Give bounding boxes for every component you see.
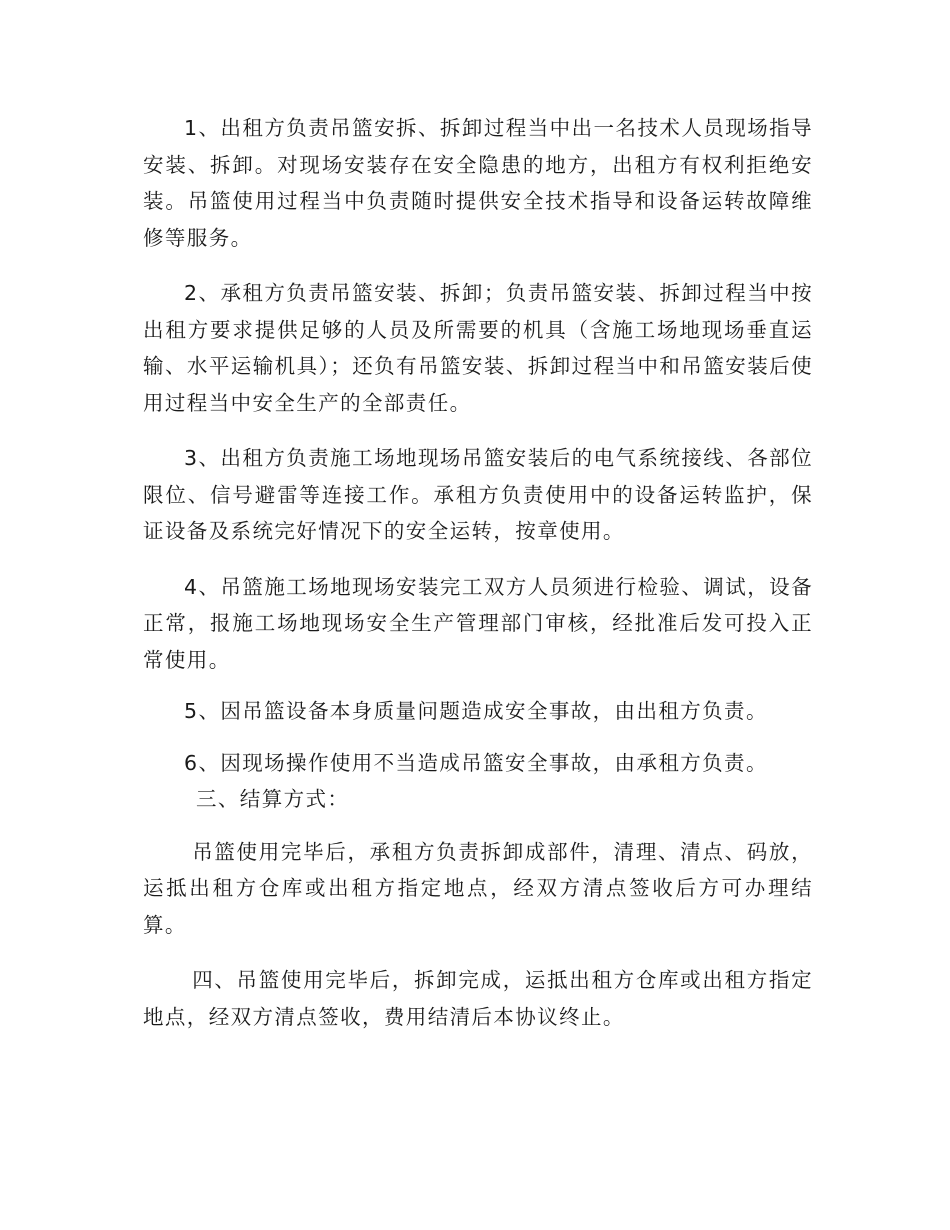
clause-4: 4、吊篮施工场地现场安装完工双方人员须进行检验、调试，设备正常，报施工场地现场安全生产管理部门审核，经批准后发可投入正常使用。 [143,574,813,672]
clause-2: 2、承租方负责吊篮安装、拆卸；负责吊篮安装、拆卸过程当中按出租方要求提供足够的人员及所需要的机具（含施工场地现场垂直运输、水平运输机具）；还负有吊篮安装、拆卸过程当中和吊篮安装后使用过程当中安全生产的全部责任。 [143,281,813,415]
document-body [143,110,813,1035]
clause-6: 6、因现场操作使用不当造成吊篮安全事故，由承租方负责。 [184,750,768,775]
clause-3: 3、出租方负责施工场地现场吊篮安装后的电气系统接线、各部位限位、信号避雷等连接工作。承租方负责使用中的设备运转监护，保证设备及系统完好情况下的安全运转，按章使用。 [143,446,813,543]
clause-1: 1、出租方负责吊篮安拆、拆卸过程当中出一名技术人员现场指导安装、拆卸。对现场安装存在安全隐患的地方，出租方有权利拒绝安装。吊篮使用过程当中负责随时提供安全技术指导和设备运转故障维修等服务。 [143,116,813,250]
section-3-heading: 三、结算方式： [196,787,350,811]
clause-5: 5、因吊篮设备本身质量问题造成安全事故，由出租方负责。 [184,699,768,723]
section-3-body: 吊篮使用完毕后，承租方负责拆卸成部件，清理、清点、码放，运抵出租方仓库或出租方指定地点，经双方清点签收后方可办理结算。 [143,839,813,937]
section-4: 四、吊篮使用完毕后，拆卸完成，运抵出租方仓库或出租方指定地点，经双方清点签收，费用结清后本协议终止。 [143,968,813,1029]
